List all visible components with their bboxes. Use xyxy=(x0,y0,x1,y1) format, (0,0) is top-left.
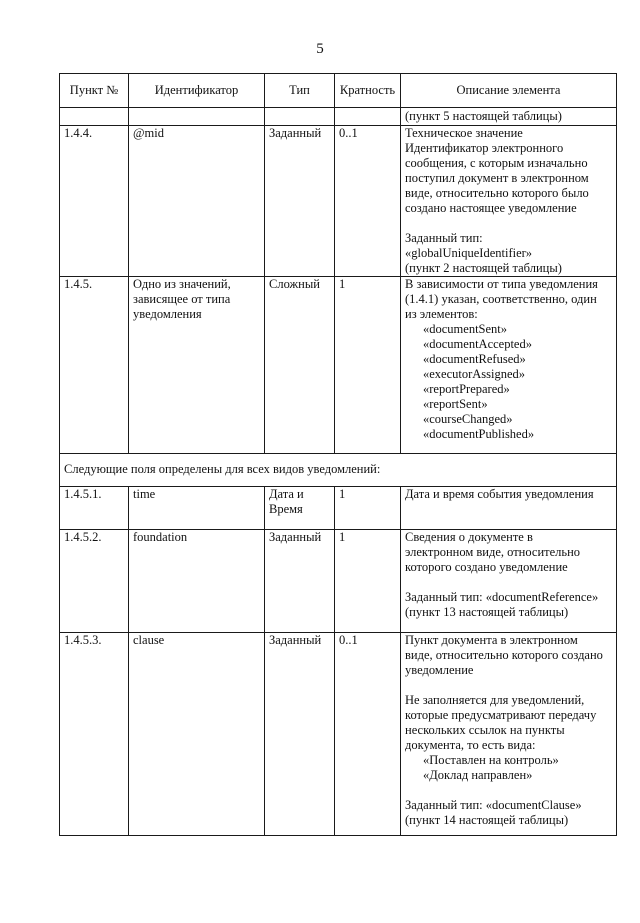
table-row-section-note xyxy=(60,454,617,487)
type-line: Заданный xyxy=(269,530,322,544)
description-line: (пункт 2 настоящей таблицы) xyxy=(405,261,562,275)
cell-identifier xyxy=(129,108,265,126)
identifier-line: Одно из значений, xyxy=(133,277,231,291)
identifier-line: clause xyxy=(133,633,165,647)
example-list-item: «Поставлен на контроль» xyxy=(423,753,559,767)
cell-cardinality: 0..1 xyxy=(335,126,401,277)
description-line: Не заполняется для уведомлений, xyxy=(405,693,585,707)
type-line: Дата и xyxy=(269,487,304,501)
cell-type xyxy=(265,108,335,126)
description-line: «globalUniqueIdentifier» xyxy=(405,246,533,260)
description-line: Пункт документа в электронном xyxy=(405,633,578,647)
element-list-item: «documentPublished» xyxy=(423,427,535,441)
cell-number: 1.4.5. xyxy=(60,277,129,454)
cell-cardinality xyxy=(335,108,401,126)
cell-identifier xyxy=(129,277,265,454)
cell-number: 1.4.5.2. xyxy=(60,530,129,633)
cell-description xyxy=(401,633,617,836)
header-item-number: Пункт № xyxy=(60,74,129,108)
element-list-item: «courseChanged» xyxy=(423,412,513,426)
description-line: электронном виде, относительно xyxy=(405,545,581,559)
type-line: Время xyxy=(269,502,303,516)
description-line: (1.4.1) указан, соответственно, один xyxy=(405,292,597,306)
cell-type xyxy=(265,530,335,633)
description-line: Сведения о документе в xyxy=(405,530,533,544)
identifier-line: уведомления xyxy=(133,307,202,321)
identifier-line: @mid xyxy=(133,126,164,140)
description-line: которого создано уведомление xyxy=(405,560,568,574)
header-identifier: Идентификатор xyxy=(129,74,265,108)
description-paragraph xyxy=(405,693,612,783)
description-paragraph xyxy=(405,590,612,620)
element-list-item: «documentRefused» xyxy=(423,352,526,366)
cell-number: 1.4.4. xyxy=(60,126,129,277)
description-line: (пункт 13 настоящей таблицы) xyxy=(405,605,569,619)
type-line: Заданный xyxy=(269,633,322,647)
description-line: Дата и время события уведомления xyxy=(405,487,594,501)
header-cardinality: Кратность xyxy=(335,74,401,108)
table-row xyxy=(60,633,617,836)
description-paragraph xyxy=(405,126,612,216)
table-row xyxy=(60,487,617,530)
description-line: Техническое значение xyxy=(405,126,523,140)
cell-number: 1.4.5.3. xyxy=(60,633,129,836)
table-row xyxy=(60,126,617,277)
table-row-continuation xyxy=(60,108,617,126)
cell-cardinality: 1 xyxy=(335,530,401,633)
description-line: Заданный тип: «documentReference» xyxy=(405,590,599,604)
description-paragraph xyxy=(405,530,612,575)
cell-type xyxy=(265,487,335,530)
cell-type xyxy=(265,633,335,836)
description-line: В зависимости от типа уведомления xyxy=(405,277,598,291)
cell-number xyxy=(60,108,129,126)
type-line: Сложный xyxy=(269,277,320,291)
page-number: 5 xyxy=(316,41,324,57)
description-line: Заданный тип: xyxy=(405,231,483,245)
description-line: создано настоящее уведомление xyxy=(405,201,577,215)
description-paragraph xyxy=(405,231,612,276)
description-line: Заданный тип: «documentClause» xyxy=(405,798,582,812)
cell-identifier xyxy=(129,487,265,530)
cell-description xyxy=(401,487,617,530)
description-line: поступил документ в электронном xyxy=(405,171,589,185)
cell-identifier xyxy=(129,633,265,836)
header-description: Описание элемента xyxy=(401,74,617,108)
cell-identifier xyxy=(129,126,265,277)
cell-identifier xyxy=(129,530,265,633)
element-list-item: «reportSent» xyxy=(423,397,488,411)
identifier-line: time xyxy=(133,487,156,501)
description-line: которые предусматривают передачу xyxy=(405,708,597,722)
description-line: виде, относительно которого создано xyxy=(405,648,603,662)
element-list-item: «documentAccepted» xyxy=(423,337,532,351)
cell-cardinality: 1 xyxy=(335,277,401,454)
description-paragraph xyxy=(405,798,612,828)
cell-number: 1.4.5.1. xyxy=(60,487,129,530)
element-list-item: «reportPrepared» xyxy=(423,382,510,396)
cell-type xyxy=(265,277,335,454)
cell-description: (пункт 5 настоящей таблицы) xyxy=(401,108,617,126)
example-list-item: «Доклад направлен» xyxy=(423,768,533,782)
cell-cardinality: 1 xyxy=(335,487,401,530)
description-line: нескольких ссылок на пункты xyxy=(405,723,565,737)
description-line: документа, то есть вида: xyxy=(405,738,536,752)
description-line: уведомление xyxy=(405,663,474,677)
cell-description xyxy=(401,126,617,277)
section-note: Следующие поля определены для всех видов уведомлений: xyxy=(60,454,617,487)
table-row xyxy=(60,277,617,454)
identifier-line: foundation xyxy=(133,530,188,544)
cell-cardinality: 0..1 xyxy=(335,633,401,836)
header-type: Тип xyxy=(265,74,335,108)
element-list-item: «documentSent» xyxy=(423,322,508,336)
table-row xyxy=(60,530,617,633)
cell-type xyxy=(265,126,335,277)
description-line: из элементов: xyxy=(405,307,478,321)
description-line: сообщения, с которым изначально xyxy=(405,156,588,170)
description-line: виде, относительно которого было xyxy=(405,186,589,200)
table-header-row xyxy=(60,74,617,108)
cell-description xyxy=(401,277,617,454)
element-list-item: «executorAssigned» xyxy=(423,367,526,381)
description-line: Идентификатор электронного xyxy=(405,141,564,155)
elements-table xyxy=(59,73,617,836)
description-paragraph xyxy=(405,633,612,678)
description-line: (пункт 14 настоящей таблицы) xyxy=(405,813,569,827)
type-line: Заданный xyxy=(269,126,322,140)
identifier-line: зависящее от типа xyxy=(133,292,231,306)
cell-description xyxy=(401,530,617,633)
